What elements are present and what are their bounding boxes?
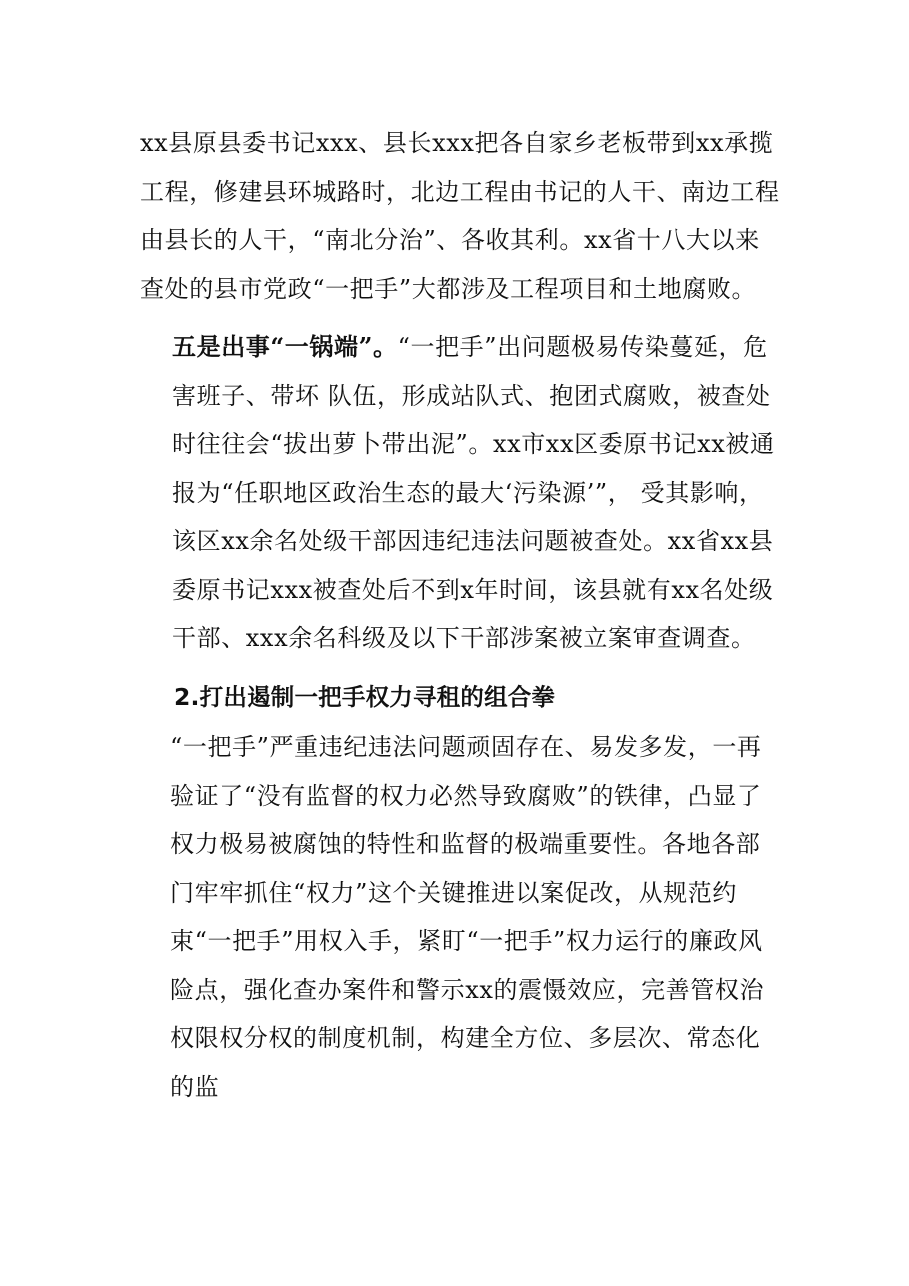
paragraph-2-body: “一把手”出问题极易传染蔓延，危害班子、带坏 队伍，形成站队式、抱团式腐败，被查处时往往会“拔出萝卜带出泥”。xx市xx区委原书记xx被通报为“任职地区政治生态的最大‘污染源’”， 受其影响，该区xx余名处级干部因违纪违法问题被查处。xx省xx县委原书记xxx被查处后不到x年时间，该县就有xx名处级干部、xxx余名科级及以下干部涉案被立案审查调查。: [172, 333, 775, 652]
document-body: [140, 119, 780, 1111]
paragraph-gap: [140, 663, 780, 673]
paragraph-2-lead: 五是出事“一锅端”。: [172, 332, 398, 361]
paragraph-2: [140, 323, 780, 663]
section-heading: 2.打出遏制一把手权力寻租的组合拳: [174, 682, 556, 711]
paragraph-1: xx县原县委书记xxx、县长xxx把各自家乡老板带到xx承揽工程，修建县环城路时，北边工程由书记的人干、南边工程由县长的人干，“南北分治”、各收其利。xx省十八大以来查处的县市党政“一把手”大都涉及工程项目和土地腐败。: [140, 129, 780, 303]
paragraph-gap: [140, 313, 780, 323]
paragraph-3: “一把手”严重违纪违法问题顽固存在、易发多发，一再验证了“没有监督的权力必然导致腐败”的铁律，凸显了权力极易被腐蚀的特性和监督的极端重要性。各地各部门牢牢抓住“权力”这个关键推进以案促改，从规范约束“一把手”用权入手，紧盯“一把手”权力运行的廉政风险点，强化查办案件和警示xx的震慑效应，完善管权治权限权分权的制度机制，构建全方位、多层次、常态化的监: [170, 733, 765, 1101]
